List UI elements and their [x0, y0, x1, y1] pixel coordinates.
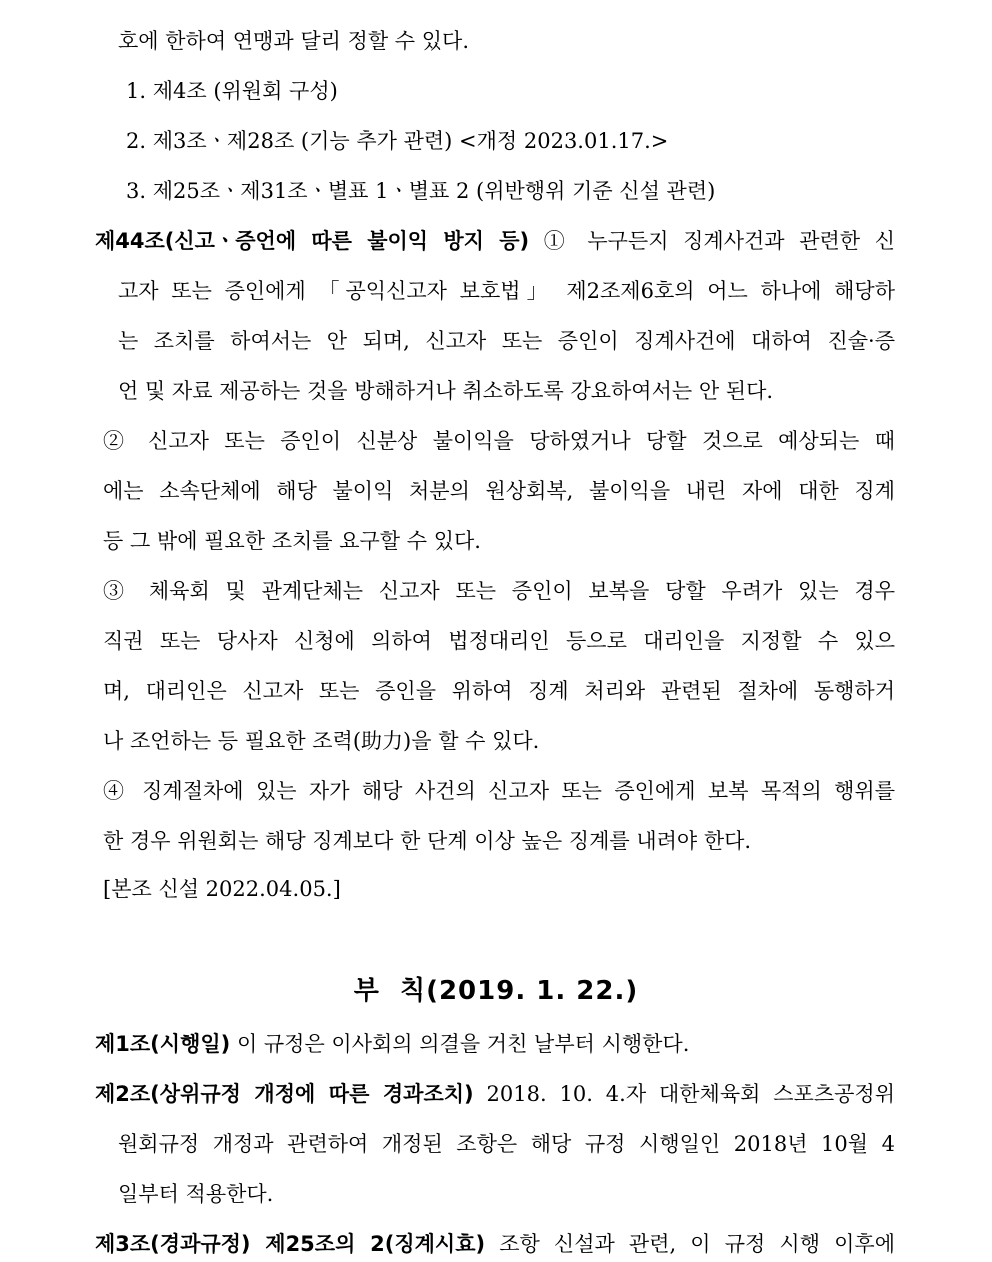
article-44-para1-start: ① 누구든지 징계사건과 관련한 신 — [543, 229, 895, 253]
article-44-heading: 제44조(신고ㆍ증언에 따른 불이익 방지 등) — [95, 229, 530, 253]
addendum-article-1 — [95, 1031, 689, 1057]
addendum-article-1-heading: 제1조(시행일) — [95, 1032, 231, 1056]
article-44-para1-line: 언 및 자료 제공하는 것을 방해하거나 취소하도록 강요하여서는 안 된다. — [118, 379, 774, 403]
article-44-para2-line: ② 신고자 또는 증인이 신분상 불이익을 당하였거나 당할 것으로 예상되는 때 — [103, 429, 895, 453]
addendum-article-1-text: 이 규정은 이사회의 의결을 거친 날부터 시행한다. — [236, 1032, 690, 1056]
article-44-para2-line: 에는 소속단체에 해당 불이익 처분의 원상회복, 불이익을 내린 자에 대한 징계 — [103, 479, 895, 503]
addendum-article-2-text-start: 2018. 10. 4.자 대한체육회 스포츠공정위 — [486, 1082, 895, 1106]
list-item: 3. 제25조ㆍ제31조ㆍ별표 1ㆍ별표 2 (위반행위 기준 신설 관련) — [126, 179, 716, 203]
article-44-para1-line: 는 조치를 하여서는 안 되며, 신고자 또는 증인이 징계사건에 대하여 진술·증 — [118, 329, 895, 353]
article-44-para3-line: 며, 대리인은 신고자 또는 증인을 위하여 징계 처리와 관련된 절차에 동행하거 — [103, 679, 895, 703]
article-44-first-line — [95, 228, 895, 254]
article-44-para3-line: 직권 또는 당사자 신청에 의하여 법정대리인 등으로 대리인을 지정할 수 있으 — [103, 629, 895, 653]
amendment-note: [본조 신설 2022.04.05.] — [103, 877, 341, 901]
article-44-para4-line: ④ 징계절차에 있는 자가 해당 사건의 신고자 또는 증인에게 보복 목적의 행위를 — [103, 779, 895, 803]
addendum-article-2-first-line — [95, 1081, 895, 1107]
article-44-para1-line: 고자 또는 증인에게 「공익신고자 보호법」 제2조제6호의 어느 하나에 해당하 — [118, 279, 895, 303]
list-item: 1. 제4조 (위원회 구성) — [126, 79, 338, 103]
addendum-title: 부 칙(2019. 1. 22.) — [353, 976, 639, 1006]
article-44-para3-line: ③ 체육회 및 관계단체는 신고자 또는 증인이 보복을 당할 우려가 있는 경우 — [103, 579, 895, 603]
addendum-article-3-text: 조항 신설과 관련, 이 규정 시행 이후에 — [499, 1232, 895, 1256]
addendum-article-3-first-line — [95, 1231, 895, 1257]
list-item: 2. 제3조ㆍ제28조 (기능 추가 관련) <개정 2023.01.17.> — [126, 129, 669, 153]
addendum-article-2-line: 원회규정 개정과 관련하여 개정된 조항은 해당 규정 시행일인 2018년 10월 4 — [118, 1132, 895, 1156]
addendum-article-2-line: 일부터 적용한다. — [118, 1182, 274, 1206]
addendum-article-2-heading: 제2조(상위규정 개정에 따른 경과조치) — [95, 1082, 474, 1106]
continued-line: 호에 한하여 연맹과 달리 정할 수 있다. — [118, 29, 470, 53]
article-44-para2-line: 등 그 밖에 필요한 조치를 요구할 수 있다. — [103, 529, 481, 553]
article-44-para3-line: 나 조언하는 등 필요한 조력(助力)을 할 수 있다. — [103, 729, 540, 753]
addendum-article-3-heading: 제3조(경과규정) 제25조의 2(징계시효) — [95, 1232, 486, 1256]
article-44-para4-line: 한 경우 위원회는 해당 징계보다 한 단계 이상 높은 징계를 내려야 한다. — [103, 829, 752, 853]
